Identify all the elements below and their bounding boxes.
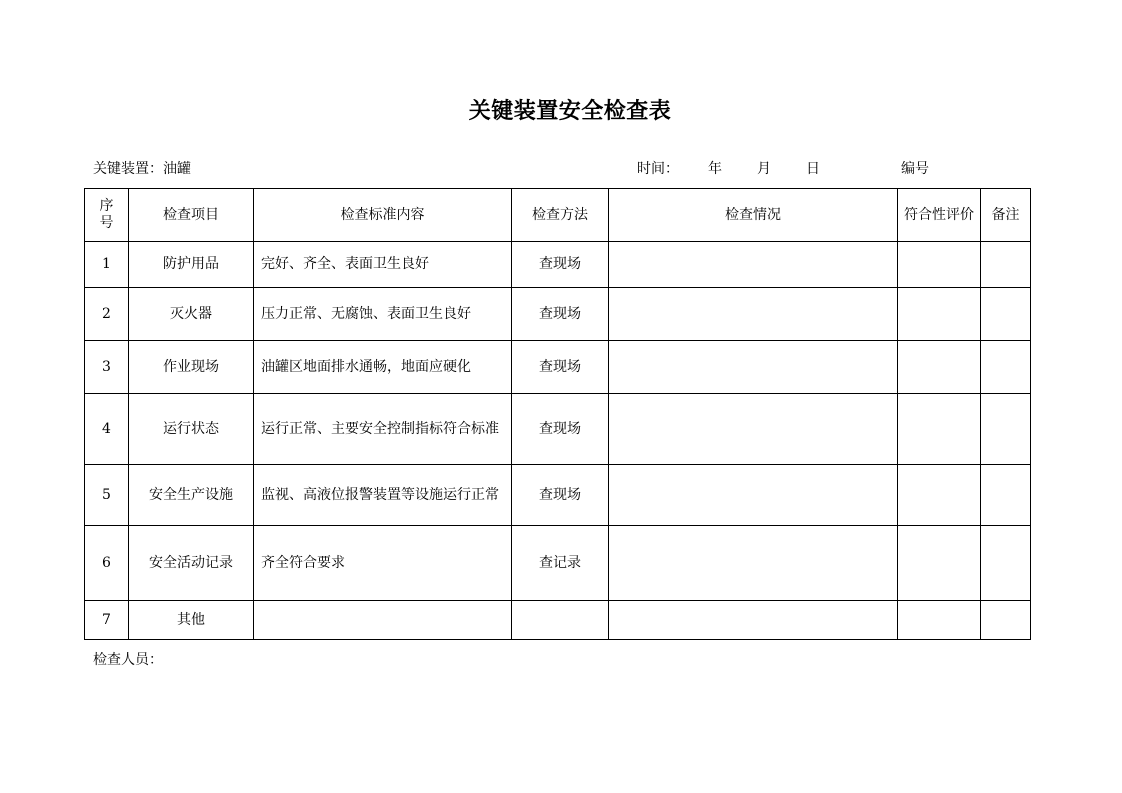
cell-evaluation[interactable] — [898, 465, 981, 526]
table-row — [85, 242, 1031, 288]
cell-no: 5 — [85, 465, 129, 526]
cell-remark[interactable] — [981, 394, 1031, 465]
table-row — [85, 465, 1031, 526]
cell-remark[interactable] — [981, 465, 1031, 526]
cell-method: 查现场 — [512, 394, 609, 465]
cell-standard: 运行正常、主要安全控制指标符合标准 — [254, 394, 512, 465]
header-item: 检查项目 — [129, 189, 254, 242]
page-title: 关键装置安全检查表 — [468, 99, 672, 124]
table-row — [85, 601, 1031, 640]
cell-item: 运行状态 — [129, 394, 254, 465]
time-label: 时间： — [637, 161, 679, 177]
number-label: 编号 — [901, 161, 929, 177]
cell-no: 3 — [85, 341, 129, 394]
device-label: 关键装置：油罐 — [93, 161, 191, 177]
cell-evaluation[interactable] — [898, 526, 981, 601]
cell-item: 灭火器 — [129, 288, 254, 341]
cell-no: 4 — [85, 394, 129, 465]
cell-item: 防护用品 — [129, 242, 254, 288]
cell-status[interactable] — [609, 288, 898, 341]
inspector-label: 检查人员： — [93, 652, 163, 668]
cell-standard: 监视、高液位报警装置等设施运行正常 — [254, 465, 512, 526]
cell-evaluation[interactable] — [898, 601, 981, 640]
cell-status[interactable] — [609, 242, 898, 288]
cell-remark[interactable] — [981, 242, 1031, 288]
cell-no: 1 — [85, 242, 129, 288]
cell-status[interactable] — [609, 465, 898, 526]
cell-item: 其他 — [129, 601, 254, 640]
cell-remark[interactable] — [981, 288, 1031, 341]
cell-evaluation[interactable] — [898, 288, 981, 341]
cell-standard: 压力正常、无腐蚀、表面卫生良好 — [254, 288, 512, 341]
header-no: 序号 — [85, 189, 129, 242]
cell-status[interactable] — [609, 601, 898, 640]
cell-status[interactable] — [609, 341, 898, 394]
cell-no: 6 — [85, 526, 129, 601]
cell-method: 查现场 — [512, 242, 609, 288]
cell-item: 安全生产设施 — [129, 465, 254, 526]
cell-remark[interactable] — [981, 601, 1031, 640]
day-label: 日 — [806, 161, 820, 177]
header-method: 检查方法 — [512, 189, 609, 242]
cell-remark[interactable] — [981, 526, 1031, 601]
cell-evaluation[interactable] — [898, 242, 981, 288]
cell-standard: 完好、齐全、表面卫生良好 — [254, 242, 512, 288]
header-evaluation: 符合性评价 — [898, 189, 981, 242]
cell-method: 查现场 — [512, 465, 609, 526]
cell-item: 安全活动记录 — [129, 526, 254, 601]
cell-evaluation[interactable] — [898, 394, 981, 465]
cell-no: 2 — [85, 288, 129, 341]
year-label: 年 — [708, 161, 722, 177]
cell-method: 查记录 — [512, 526, 609, 601]
header-status: 检查情况 — [609, 189, 898, 242]
cell-method: 查现场 — [512, 341, 609, 394]
cell-status[interactable] — [609, 394, 898, 465]
cell-item: 作业现场 — [129, 341, 254, 394]
table-row — [85, 526, 1031, 601]
cell-evaluation[interactable] — [898, 341, 981, 394]
cell-method — [512, 601, 609, 640]
table-header-row — [85, 189, 1031, 242]
cell-no: 7 — [85, 601, 129, 640]
cell-status[interactable] — [609, 526, 898, 601]
inspection-table — [84, 188, 1031, 640]
header-standard: 检查标准内容 — [254, 189, 512, 242]
table-row — [85, 341, 1031, 394]
cell-standard: 齐全符合要求 — [254, 526, 512, 601]
cell-standard: 油罐区地面排水通畅，地面应硬化 — [254, 341, 512, 394]
cell-standard — [254, 601, 512, 640]
table-row — [85, 394, 1031, 465]
month-label: 月 — [757, 161, 771, 177]
cell-method: 查现场 — [512, 288, 609, 341]
header-remark: 备注 — [981, 189, 1031, 242]
table-row — [85, 288, 1031, 341]
cell-remark[interactable] — [981, 341, 1031, 394]
